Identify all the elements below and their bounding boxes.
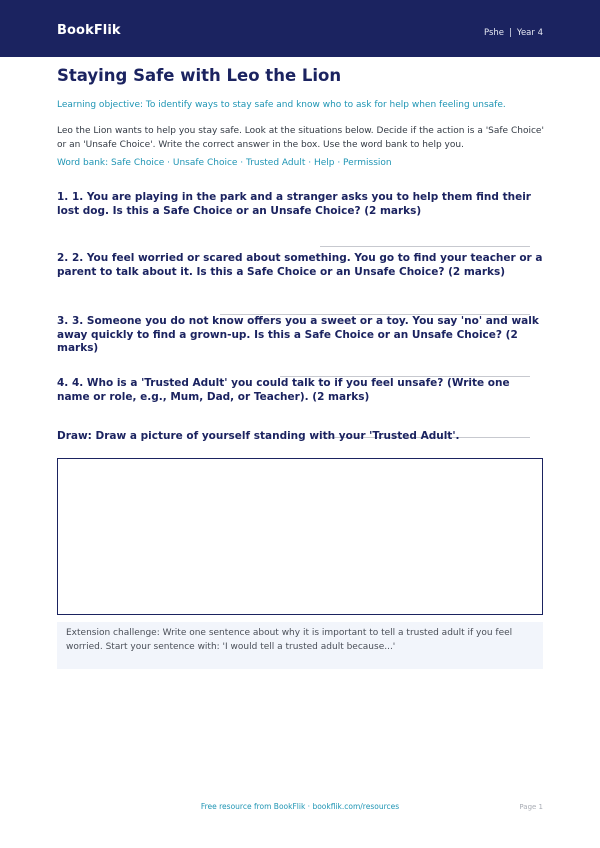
- subject-label: Pshe: [483, 28, 505, 38]
- header-meta: [484, 28, 543, 38]
- page-number: Page 1: [519, 803, 543, 811]
- question-2: 2. 2. You feel worried or scared about something. You go to find your teacher or a parent to talk about it. Is this a Safe Choice or an Unsafe Choice? (2 marks): [57, 252, 543, 278]
- page-title: Staying Safe with Leo the Lion: [57, 66, 342, 85]
- draw-prompt: Draw: Draw a picture of yourself standing with your 'Trusted Adult'.: [57, 430, 460, 442]
- question-1: 1. 1. You are playing in the park and a stranger asks you to help them find their lost dog. Is this a Safe Choice or an Unsafe Choice? (2 marks): [57, 191, 531, 217]
- year-label: Year 4: [516, 28, 543, 38]
- page-header: [0, 0, 600, 57]
- question-3: 3. 3. Someone you do not know offers you a sweet or a toy. You say 'no' and walk away quickly to find a grown-up. Is this a Safe Choice or an Unsafe Choice? (2 marks): [57, 315, 539, 354]
- drawing-area[interactable]: [57, 458, 543, 615]
- extension-challenge: Extension challenge: Write one sentence about why it is important to tell a trusted adult if you feel worried. Start your sentence with: 'I would tell a trusted adult because...': [57, 622, 543, 669]
- footer-resource-link[interactable]: Free resource from BookFlik · bookflik.com/resources: [200, 802, 400, 811]
- learning-objective: Learning objective: To identify ways to stay safe and know who to ask for help when feeling unsafe.: [57, 100, 506, 110]
- brand-logo: BookFlik: [57, 23, 121, 38]
- question-4: 4. 4. Who is a 'Trusted Adult' you could talk to if you feel unsafe? (Write one name or role, e.g., Mum, Dad, or Teacher). (2 marks): [57, 377, 510, 403]
- answer-line-1[interactable]: [320, 246, 530, 247]
- word-bank: Word bank: Safe Choice · Unsafe Choice · Trusted Adult · Help · Permission: [57, 158, 392, 168]
- instructions-text: Leo the Lion wants to help you stay safe. Look at the situations below. Decide if the action is a 'Safe Choice' or an 'Unsafe Choice'. Write the correct answer in the box. Use the word bank to help you.: [57, 126, 544, 150]
- meta-separator: |: [509, 28, 512, 38]
